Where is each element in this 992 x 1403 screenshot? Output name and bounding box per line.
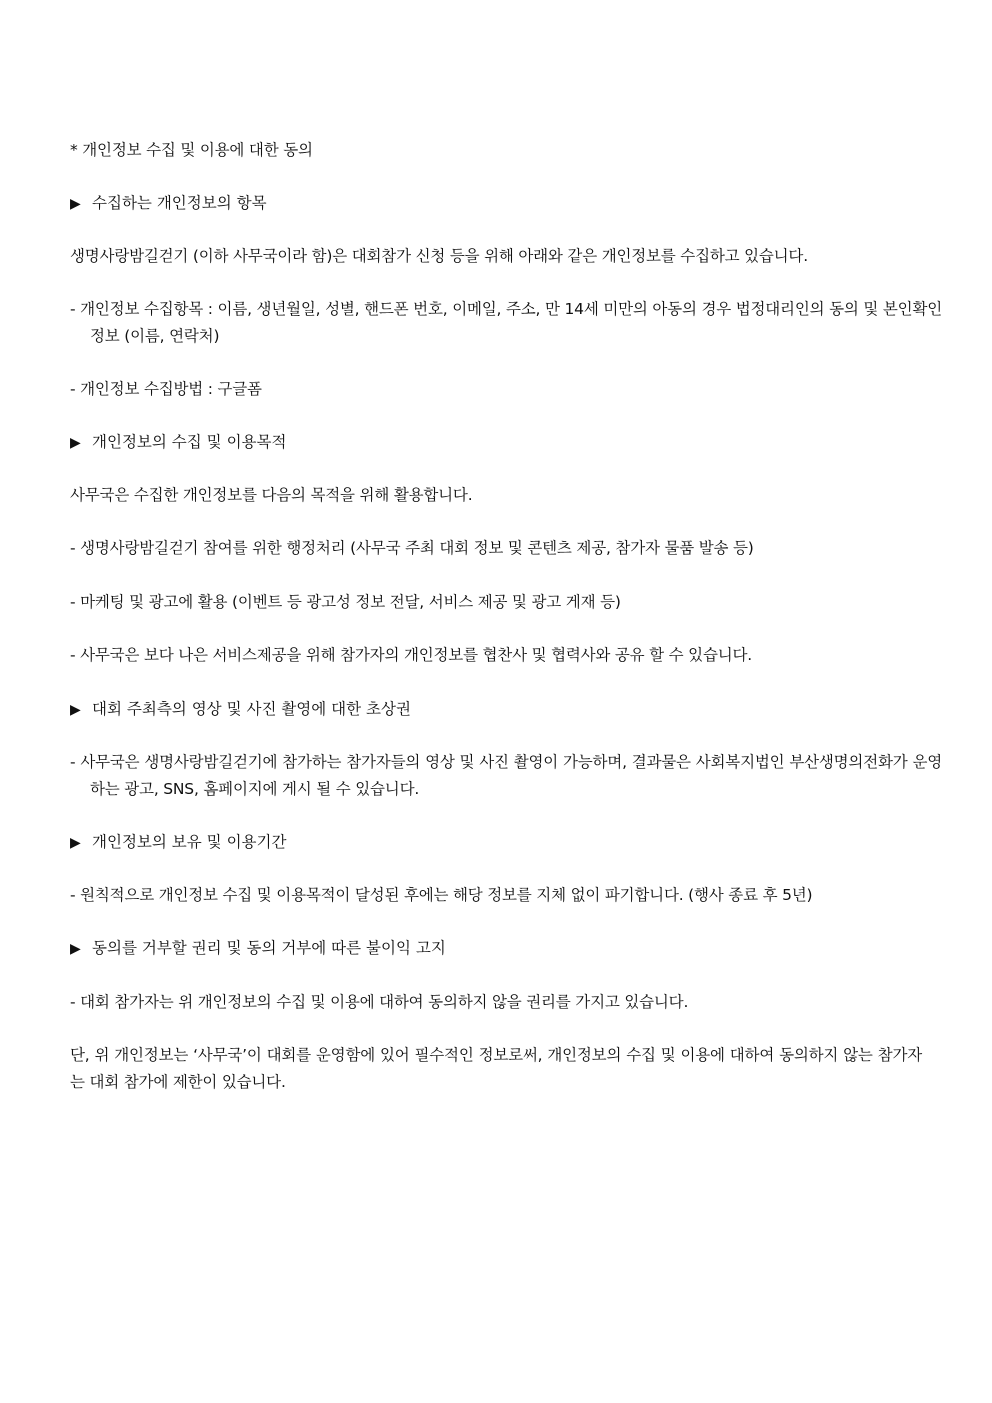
triangle-bullet-icon: ▶ — [70, 196, 81, 212]
section-heading-text: 개인정보의 수집 및 이용목적 — [92, 433, 287, 451]
list-item-photo-video: - 사무국은 생명사랑밤길걷기에 참가하는 참가자들의 영상 및 사진 촬영이 가능하며, 결과물은 사회복지법인 부산생명의전화가 운영하는 광고, SNS, 홈페이지에 게시 될 수 있습니다. — [70, 753, 942, 798]
section-heading-refusal-right — [70, 935, 446, 963]
list-item-sharing: - 사무국은 보다 나은 서비스제공을 위해 참가자의 개인정보를 협찬사 및 협력사와 공유 할 수 있습니다. — [70, 646, 752, 664]
section-heading-purpose — [70, 429, 286, 457]
list-item-retention-period: - 원칙적으로 개인정보 수집 및 이용목적이 달성된 후에는 해당 정보를 지체 없이 파기합니다. (행사 종료 후 5년) — [70, 886, 813, 904]
list-item-collection-method: - 개인정보 수집방법 : 구글폼 — [70, 380, 262, 398]
section-heading-text: 대회 주최측의 영상 및 사진 촬영에 대한 초상권 — [92, 700, 411, 718]
paragraph-intro-purpose: 사무국은 수집한 개인정보를 다음의 목적을 위해 활용합니다. — [70, 486, 473, 504]
list-item-marketing: - 마케팅 및 광고에 활용 (이벤트 등 광고성 정보 전달, 서비스 제공 및 광고 게재 등) — [70, 593, 621, 611]
section-heading-portrait-rights — [70, 696, 411, 724]
section-heading-text: 동의를 거부할 권리 및 동의 거부에 따른 불이익 고지 — [92, 939, 446, 957]
list-item-admin-processing: - 생명사랑밤길걷기 참여를 위한 행정처리 (사무국 주최 대회 정보 및 콘텐츠 제공, 참가자 물품 발송 등) — [70, 539, 754, 557]
section-heading-text: 수집하는 개인정보의 항목 — [92, 194, 267, 212]
section-heading-retention — [70, 829, 286, 857]
list-item-collected-fields: - 개인정보 수집항목 : 이름, 생년월일, 성별, 핸드폰 번호, 이메일, 주소, 만 14세 미만의 아동의 경우 법정대리인의 동의 및 본인확인 정보 (이름, 연락처) — [70, 300, 942, 345]
section-heading-collected-items — [70, 190, 267, 218]
triangle-bullet-icon: ▶ — [70, 941, 81, 957]
list-item-refusal-right: - 대회 참가자는 위 개인정보의 수집 및 이용에 대하여 동의하지 않을 권리를 가지고 있습니다. — [70, 993, 689, 1011]
document-title: * 개인정보 수집 및 이용에 대한 동의 — [70, 141, 313, 159]
triangle-bullet-icon: ▶ — [70, 702, 81, 718]
triangle-bullet-icon: ▶ — [70, 435, 81, 451]
paragraph-intro-collection: 생명사랑밤길걷기 (이하 사무국이라 함)은 대회참가 신청 등을 위해 아래와 같은 개인정보를 수집하고 있습니다. — [70, 247, 808, 265]
section-heading-text: 개인정보의 보유 및 이용기간 — [92, 833, 287, 851]
paragraph-closing-notice: 단, 위 개인정보는 ‘사무국’이 대회를 운영함에 있어 필수적인 정보로써, 개인정보의 수집 및 이용에 대하여 동의하지 않는 참가자는 대회 참가에 제한이 있습니다. — [70, 1046, 922, 1091]
triangle-bullet-icon: ▶ — [70, 835, 81, 851]
